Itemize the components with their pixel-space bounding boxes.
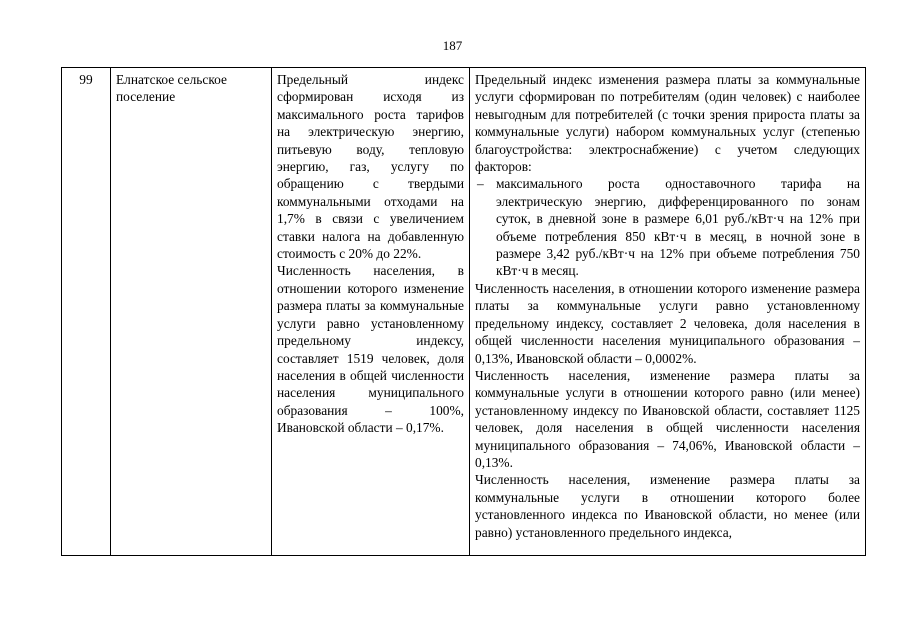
index-formation-paragraph: Предельный индекс сформирован исходя из максимального роста тарифов на электрическую энергию, питьевую воду, тепловую энергию, газ, услугу по обращению с твердыми коммунальными отходами на 1,7% в связи с увеличением ставки налога на добавленную стоимость с 20% до 22%.	[277, 72, 464, 262]
index-intro-paragraph: Предельный индекс изменения размера платы за коммунальные услуги сформирован по потребителям (один человек) с наиболее невыгодным для потребителей (с точки зрения прироста платы за коммунальные услуги) набором коммунальных услуг (степенью благоустройства: электроснабжение) с учетом следующих факторов:	[475, 72, 860, 175]
population-more-paragraph: Численность населения, изменение размера платы за коммунальные услуги в отношении которого более установленного индекса по Ивановской области, но менее (или равно) установленного предельного индекса,	[475, 472, 860, 540]
index-details-cell	[470, 68, 866, 556]
table-row	[62, 68, 866, 556]
page-number: 187	[442, 38, 463, 53]
population-less-paragraph: Численность населения, изменение размера платы за коммунальные услуги в отношении которого равно (или менее) установленному индексу по Ивановской области, составляет 1125 человек, доля населения в общей численности населения муниципального образования – 74,06%, Ивановской области – 0,13%.	[475, 367, 860, 470]
municipality-name: Елнатское сельское поселение	[116, 72, 227, 105]
list-item	[475, 175, 860, 279]
index-description-cell	[272, 68, 470, 556]
factor-list	[475, 175, 860, 279]
bullet-dash: –	[477, 176, 484, 192]
row-number-cell	[62, 68, 111, 556]
factor-text: максимального роста одноставочного тарифа на электрическую энергию, дифференцированного по зонам суток, в дневной зоне в размере 6,01 руб./кВт·ч на 12% при объеме потребления 850 кВт·ч в месяц, в ночной зоне в размере 3,42 руб./кВт·ч на 12% при объеме потребления 750 кВт·ч в месяц.	[496, 176, 860, 279]
row-number: 99	[79, 72, 93, 87]
population-paragraph: Численность населения, в отношении которого изменение размера платы за коммунальные услуги равно установленному предельному индексу, составляет 1519 человек, доля населения в общей численности населения муниципального образования – 100%, Ивановской области – 0,17%.	[277, 263, 464, 436]
tariff-index-table	[61, 67, 866, 556]
population-equal-paragraph: Численность населения, в отношении которого изменение размера платы за коммунальные услуги равно установленному предельному индексу, составляет 2 человека, доля населения в общей численности населения муниципального образования – 0,13%, Ивановской области – 0,0002%.	[475, 280, 860, 366]
municipality-cell	[111, 68, 272, 556]
